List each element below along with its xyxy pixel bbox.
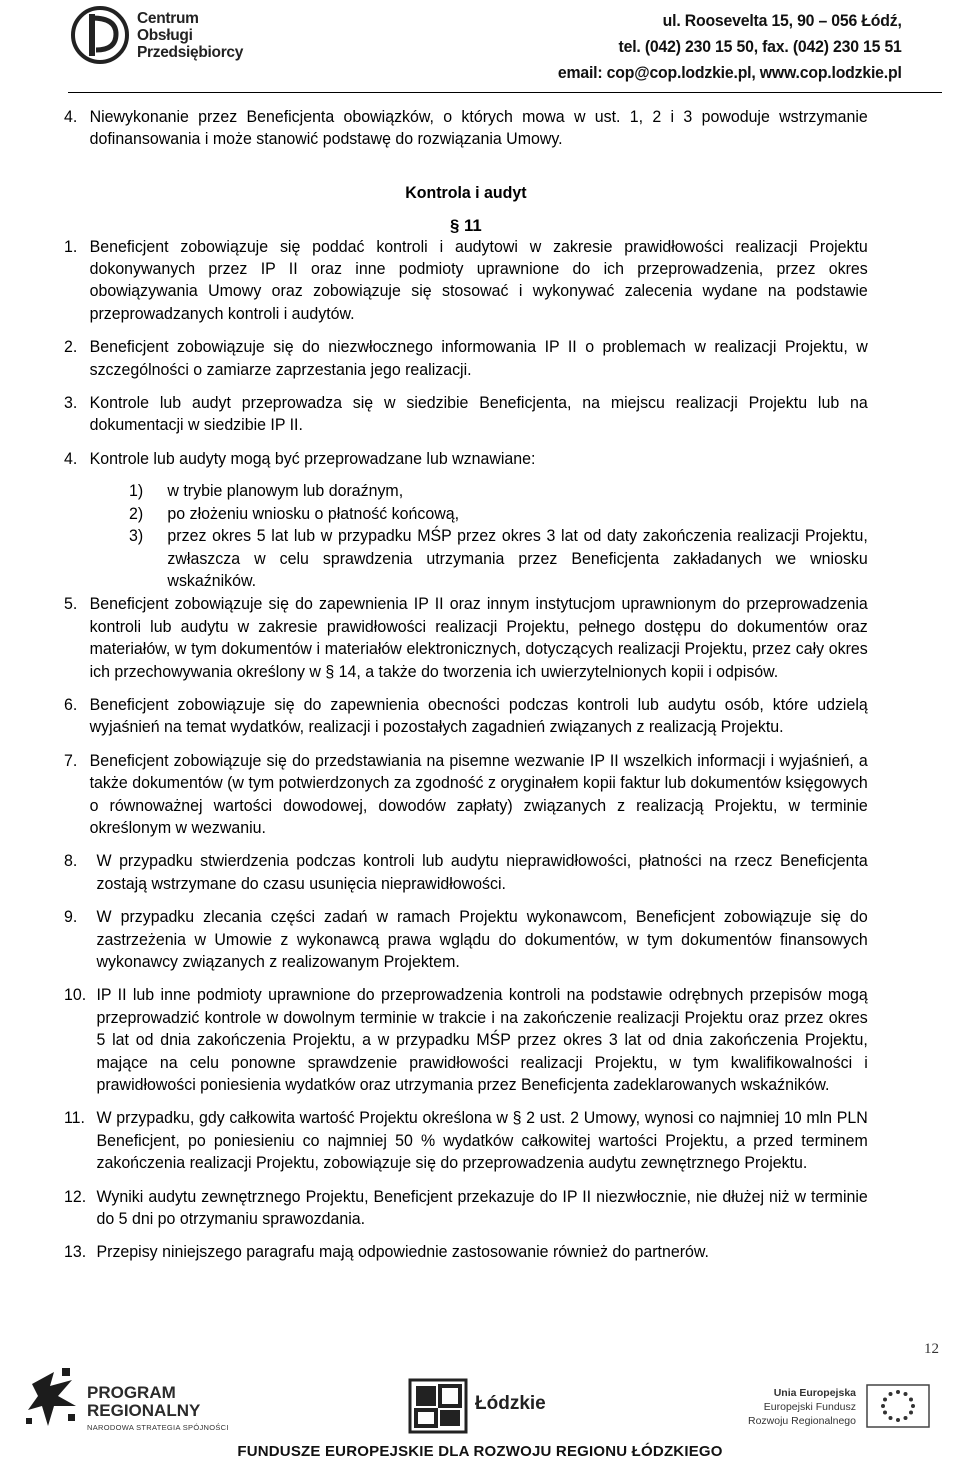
item-text: Beneficjent zobowiązuje się do zapewnienia IP II oraz innym instytucjom uprawnionym do przeprowadzenia kontroli lub audytu w zakresie prawidłowości realizacji Projektu, pełnego dostępu do dokumentów oraz materiałów, w tym dokumentów i materiałów elektronicznych, dotyczących realizacji Projektu, przez cały okres ich przechowywania określony w § 14, a także do tworzenia ich uwierzytelnionych kopii i odpisów. bbox=[89, 595, 868, 681]
eu-fund-text bbox=[734, 1386, 856, 1428]
logo-line: Obsługi bbox=[137, 27, 193, 44]
sub-item-text: w trybie planowym lub doraźnym, bbox=[167, 482, 404, 501]
program-line: REGIONALNY bbox=[87, 1401, 201, 1420]
item-number: 4. bbox=[64, 449, 78, 468]
list-item bbox=[64, 750, 868, 840]
email-www: email: cop@cop.lodzkie.pl, www.cop.lodzkie.pl bbox=[558, 63, 902, 82]
item-text: Niewykonanie przez Beneficjenta obowiązków, o których mowa w ust. 1, 2 i 3 powoduje wstrzymanie dofinansowania i może stanowić podstawę do rozwiązania Umowy. bbox=[89, 108, 868, 149]
list-item bbox=[64, 392, 868, 437]
item-text: Beneficjent zobowiązuje się do przedstawiania na pisemne wezwanie IP II wszelkich informacji i wyjaśnień, a także dokumentów (w tym potwierdzonych za zgodność z oryginałem kopii faktur lub dokumentów księgowych o równoważnej wartości dowodowej, dowodów zapłaty) związanych z realizacją Projektu, w terminie określonym w wezwaniu. bbox=[89, 751, 868, 837]
eu-flag-icon bbox=[866, 1384, 930, 1428]
item-number: 5. bbox=[64, 595, 78, 614]
item-text: Kontrole lub audyty mogą być przeprowadzane lub wznawiane: bbox=[89, 449, 536, 468]
program-regionalny-text bbox=[87, 1384, 200, 1420]
item-number: 12. bbox=[64, 1187, 87, 1206]
item-number: 4. bbox=[64, 108, 78, 126]
item-number: 7. bbox=[64, 751, 78, 770]
lodzkie-logo-icon bbox=[408, 1378, 468, 1434]
list-item bbox=[64, 1241, 868, 1263]
list-item bbox=[64, 593, 868, 683]
item-text: Beneficjent zobowiązuje się do niezwłocznego informowania IP II o problemach w realizacji Projektu, w szczególności o zamiarze zaprzestania jego realizacji. bbox=[89, 338, 868, 379]
section-number: § 11 bbox=[450, 216, 482, 236]
item-text: Wyniki audytu zewnętrznego Projektu, Beneficjent przekazuje do IP II niezwłocznie, nie dłużej niż w terminie do 5 dni po otrzymaniu sprawozdania. bbox=[96, 1187, 868, 1229]
letterhead bbox=[0, 0, 960, 96]
sub-item-text: po złożeniu wniosku o płatność końcową, bbox=[167, 504, 460, 523]
sub-item-number: 1) bbox=[129, 482, 144, 501]
logo-line: Przedsiębiorcy bbox=[137, 44, 244, 61]
program-line: PROGRAM bbox=[87, 1383, 176, 1402]
logo-wordmark bbox=[137, 10, 243, 61]
logo-line: Centrum bbox=[137, 10, 199, 27]
list-item bbox=[64, 1186, 868, 1231]
address: ul. Roosevelta 15, 90 – 056 Łódź, bbox=[662, 11, 902, 30]
item-number: 11. bbox=[64, 1109, 85, 1128]
program-regionalny-logo-icon bbox=[24, 1366, 82, 1430]
item-text: W przypadku zlecania części zadań w ramach Projektu wykonawcom, Beneficjent zobowiązuje się do zastrzeżenia w Umowie z wykonawcą prawa wglądu do dokumentów, w tym dokumentów finansowych wykonawcy związanych z realizowanym Projektem. bbox=[96, 908, 868, 971]
sub-item bbox=[64, 525, 868, 592]
list-item bbox=[64, 850, 868, 895]
item-number: 10. bbox=[64, 986, 87, 1005]
list-item bbox=[64, 1107, 868, 1174]
eu-line: Europejski Fundusz bbox=[763, 1401, 856, 1413]
list-item bbox=[64, 448, 868, 470]
item-text: W przypadku stwierdzenia podczas kontroli lub audytu nieprawidłowości, płatności na rzecz Beneficjenta zostają wstrzymane do czasu usunięcia nieprawidłowości. bbox=[96, 852, 868, 893]
list-item bbox=[64, 906, 868, 973]
item-number: 13. bbox=[64, 1243, 87, 1262]
document-body bbox=[64, 106, 868, 1264]
sub-item-text: przez okres 5 lat lub w przypadku MŚP przez okres 3 lat od daty zakończenia realizacji Projektu, zwłaszcza w celu sprawdzenia utrzymania przez Beneficjenta zakładanych we wniosku wskaźników. bbox=[167, 527, 868, 590]
sub-item bbox=[64, 480, 868, 502]
contact-info bbox=[558, 8, 902, 86]
item-text: Przepisy niniejszego paragrafu mają odpowiednie zastosowanie również do partnerów. bbox=[96, 1243, 709, 1262]
item-text: Kontrole lub audyt przeprowadza się w siedzibie Beneficjenta, na miejscu realizacji Projektu lub na dokumentacji w siedzibie IP II. bbox=[89, 394, 868, 435]
item-number: 3. bbox=[64, 394, 78, 413]
intro-paragraph bbox=[64, 106, 868, 151]
eu-line: Rozwoju Regionalnego bbox=[748, 1415, 856, 1427]
section-title: Kontrola i audyt bbox=[405, 183, 527, 202]
phone-fax: tel. (042) 230 15 50, fax. (042) 230 15 51 bbox=[618, 37, 902, 56]
item-number: 6. bbox=[64, 695, 78, 714]
sub-item bbox=[64, 503, 868, 525]
item-text: IP II lub inne podmioty uprawnione do przeprowadzenia kontroli na podstawie odrębnych przepisów mogą przeprowadzić kontrole w dowolnym terminie w trakcie i na zakończenie realizacji Projektu oraz przez okres 5 lat od dnia zakończenia Projektu, a w przypadku MŚP przez okres 3 lat od dnia zakończenia Projektu, mające na celu ponowne sprawdzenie prawidłowości realizacji Projektu, w tym kwalifikowalności i prawidłowości poniesienia wydatków oraz utrzymania przez Beneficjenta zadeklarowanych wskaźników. bbox=[96, 986, 868, 1095]
sub-item-number: 3) bbox=[129, 527, 144, 546]
item-number: 8. bbox=[64, 852, 78, 871]
item-text: Beneficjent zobowiązuje się poddać kontroli i audytowi w zakresie prawidłowości realizacji Projektu dokonywanych przez IP II oraz inne podmioty uprawnione do ich przeprowadzenia, przez okres obowiązywania Umowy oraz zobowiązuje się stosować i wykonywać zalecenia wydane na podstawie przeprowadzanych kontroli i audytów. bbox=[89, 237, 868, 323]
list-item bbox=[64, 336, 868, 381]
lodzkie-wordmark: Łódzkie bbox=[475, 1393, 546, 1414]
list-item bbox=[64, 694, 868, 739]
page-number: 12 bbox=[924, 1341, 939, 1357]
item-number: 1. bbox=[64, 237, 78, 256]
header-divider bbox=[68, 92, 942, 93]
item-text: W przypadku, gdy całkowita wartość Projektu określona w § 2 ust. 2 Umowy, wynosi co najmniej 10 mln PLN Beneficjent, po poniesieniu co najmniej 50 % wydatków całkowitej wartości Projektu, a przed terminem zakończenia realizacji Projektu, zobowiązuje się do przeprowadzenia audytu zewnętrznego Projektu. bbox=[96, 1109, 868, 1173]
item-text: Beneficjent zobowiązuje się do zapewnienia obecności podczas kontroli lub audytu osób, które udzielą wyjaśnień na temat wydatków, realizacji i pozostałych zagadnień związanych z realizacją Projektu. bbox=[89, 695, 868, 737]
list-item bbox=[64, 236, 868, 326]
cop-logo-icon bbox=[70, 4, 130, 66]
list-item bbox=[64, 984, 868, 1096]
nss-caption: NARODOWA STRATEGIA SPÓJNOŚCI bbox=[87, 1423, 229, 1432]
sub-item-number: 2) bbox=[129, 504, 144, 523]
item-number: 2. bbox=[64, 338, 78, 357]
item-number: 9. bbox=[64, 908, 78, 927]
footer-slogan: FUNDUSZE EUROPEJSKIE DLA ROZWOJU REGIONU ŁÓDZKIEGO bbox=[237, 1443, 723, 1460]
eu-line: Unia Europejska bbox=[773, 1387, 856, 1399]
